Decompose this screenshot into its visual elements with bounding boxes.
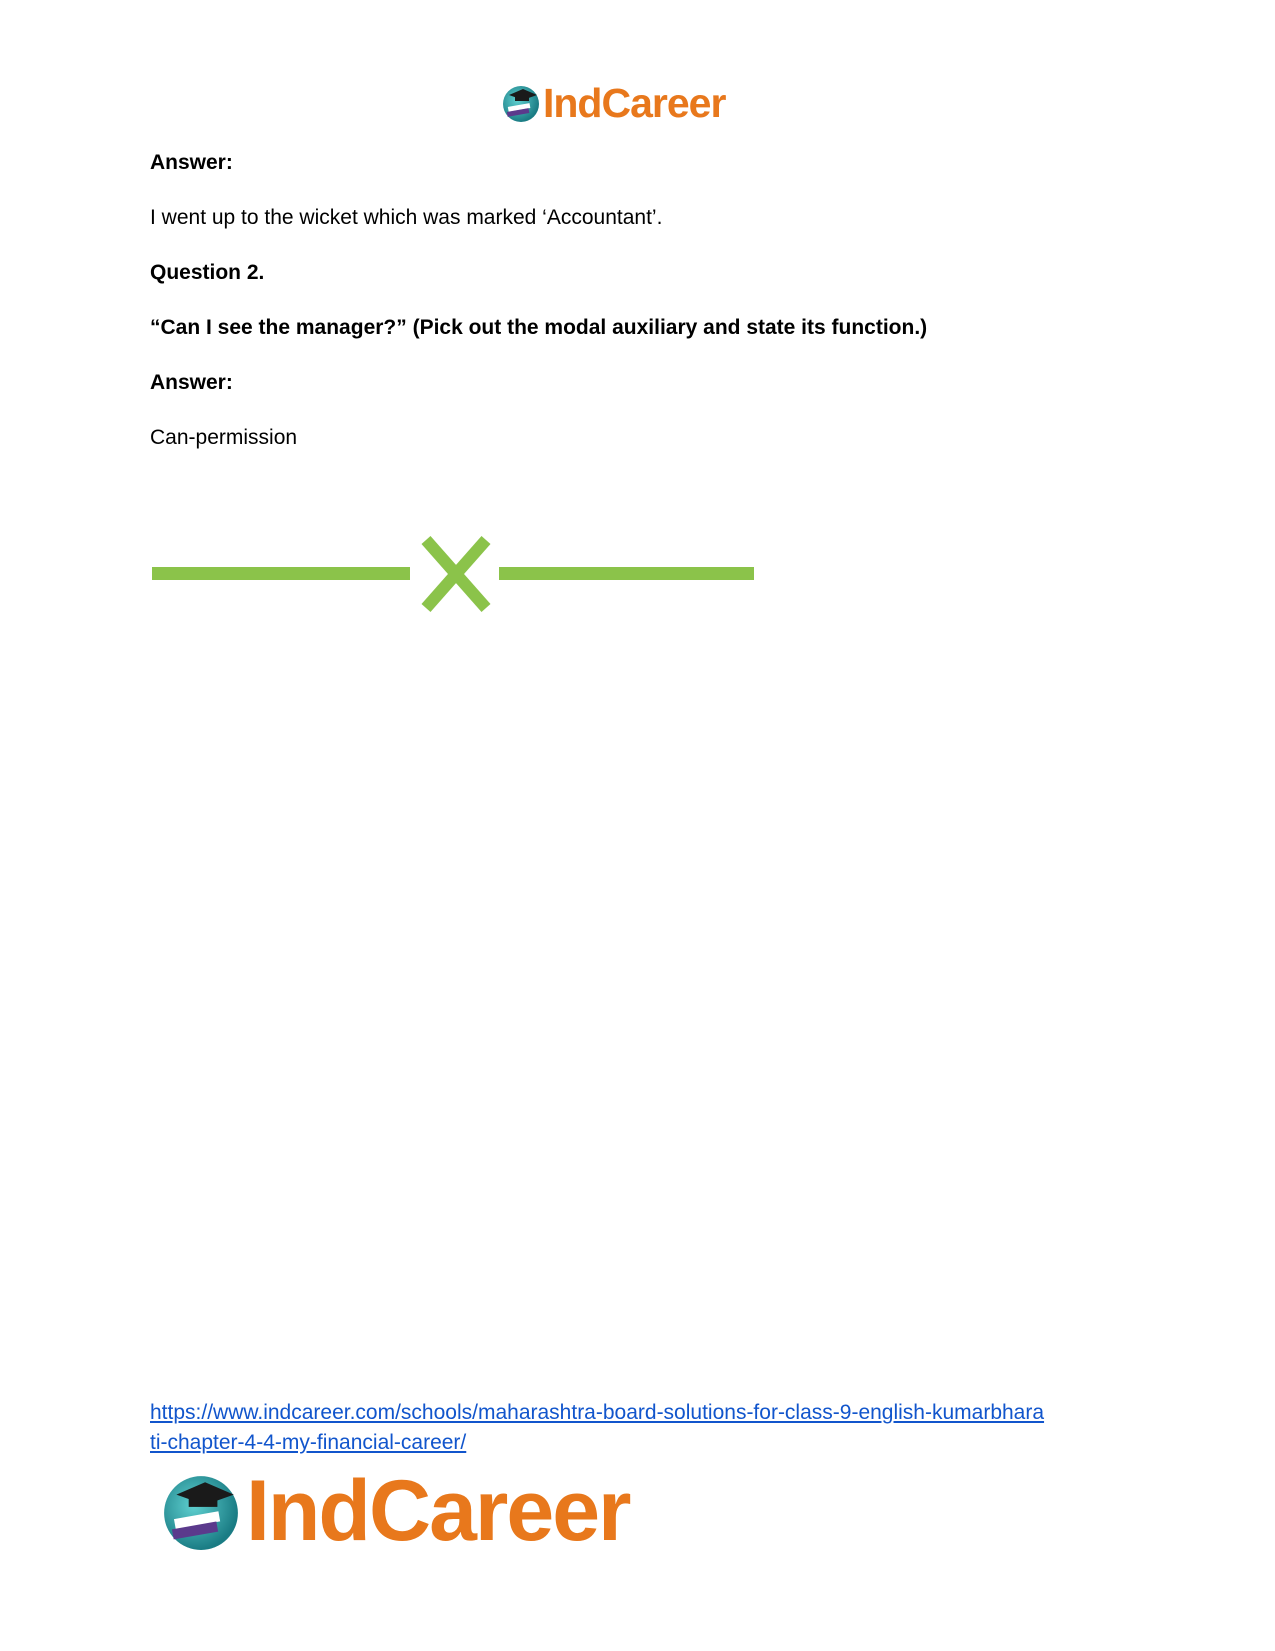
source-link-line1[interactable]: https://www.indcareer.com/schools/maharashtra-board-solutions-for-class-9-english-kumarbhara	[150, 1401, 1045, 1424]
graduation-globe-book-icon	[501, 83, 541, 123]
divider-line-right	[499, 567, 754, 580]
section-divider	[150, 532, 755, 614]
logo-text: IndCareer	[246, 1462, 630, 1559]
source-link-line2[interactable]: ti-chapter-4-4-my-financial-career/	[150, 1431, 467, 1454]
answer-text: I went up to the wicket which was marked ‘Accountant’.	[150, 206, 663, 229]
question-text: “Can I see the manager?” (Pick out the modal auxiliary and state its function.)	[150, 316, 928, 339]
divider-line-left	[152, 567, 410, 580]
source-link[interactable]	[150, 1398, 1140, 1458]
logo-text: IndCareer	[543, 79, 726, 126]
answer-label: Answer:	[150, 151, 233, 174]
answer-text: Can-permission	[150, 426, 298, 449]
x-divider-icon	[426, 540, 486, 608]
question-label: Question 2.	[150, 261, 265, 284]
graduation-globe-book-icon	[160, 1470, 242, 1552]
footer-logo	[160, 1462, 630, 1559]
answer-label: Answer:	[150, 371, 233, 394]
header-logo	[501, 78, 725, 128]
